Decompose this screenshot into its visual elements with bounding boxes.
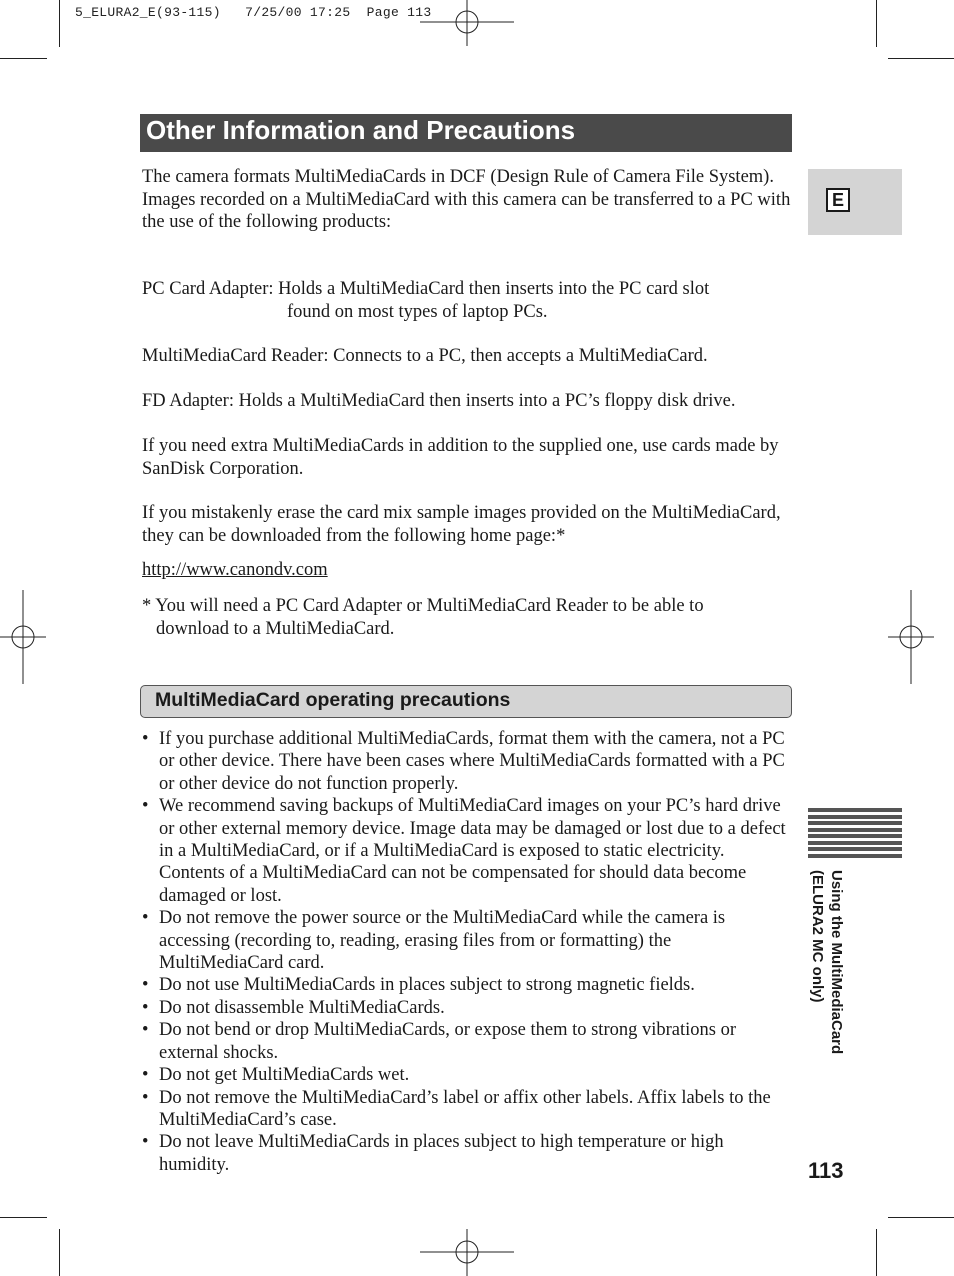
intro-section	[142, 166, 792, 234]
bullet-icon: •	[142, 1020, 149, 1041]
footnote-line: * You will need a PC Card Adapter or MultiMediaCard Reader to be able to	[142, 596, 704, 616]
page-number: 113	[808, 1158, 844, 1183]
precautions-list	[142, 728, 792, 1176]
pc-card-adapter-line2: found on most types of laptop PCs.	[287, 301, 548, 322]
list-item: • Do not get MultiMediaCards wet.	[142, 1065, 410, 1086]
fd-adapter-item: FD Adapter: Holds a MultiMediaCard then inserts into a PC’s floppy disk drive.	[142, 391, 736, 411]
bullet-icon: •	[142, 997, 149, 1018]
subsection-title: MultiMediaCard operating precautions	[140, 685, 792, 718]
list-item: • We recommend saving backups of MultiMediaCard images on your PC’s hard drive or other external memory device. Image data may be damaged or lost due to a defect in a MultiMediaCard, or if a MultiMediaCard is exposed to static electricity. Contents of a MultiMediaCard can not be compensated for should data become damaged or lost.	[142, 796, 786, 906]
list-item: • Do not bend or drop MultiMediaCards, or expose them to strong vibrations or external shocks.	[142, 1020, 737, 1063]
intro-paragraph: The camera formats MultiMediaCards in DCF (Design Rule of Camera File System).	[142, 167, 774, 187]
side-label-line: (ELURA2 MC only)	[809, 870, 826, 1003]
print-slug: 5_ELURA2_E(93-115) 7/25/00 17:25 Page 113	[75, 5, 432, 20]
card-reader-item: MultiMediaCard Reader: Connects to a PC, then accepts a MultiMediaCard.	[142, 346, 708, 366]
bullet-icon: •	[142, 1065, 149, 1086]
pc-card-adapter-label: PC Card Adapter:	[142, 279, 274, 299]
list-item: • Do not remove the MultiMediaCard’s label or affix other labels. Affix labels to the MultiMediaCard’s case.	[142, 1087, 771, 1130]
section-stripes	[808, 808, 902, 860]
pc-card-adapter-line1: Holds a MultiMediaCard then inserts into the PC card slot	[278, 279, 710, 299]
footnote	[142, 595, 792, 640]
bullet-icon: •	[142, 1132, 149, 1153]
list-item: • If you purchase additional MultiMediaCards, format them with the camera, not a PC or other device. There have been cases where MultiMediaCards formatted with a PC or other device do not function properly.	[142, 729, 785, 794]
page-title: Other Information and Precautions	[140, 114, 792, 152]
list-item: • Do not disassemble MultiMediaCards.	[142, 997, 445, 1018]
canon-homepage-link[interactable]: http://www.canondv.com	[142, 560, 328, 580]
bullet-icon: •	[142, 796, 149, 817]
side-label-line: Using the MultiMediaCard	[828, 870, 845, 1055]
language-tab	[808, 169, 902, 235]
extra-cards-paragraph: If you need extra MultiMediaCards in addition to the supplied one, use cards made by SanDisk Corporation.	[142, 436, 779, 479]
footnote-line: download to a MultiMediaCard.	[156, 618, 395, 639]
bullet-icon: •	[142, 729, 149, 749]
bullet-icon: •	[142, 908, 149, 929]
list-item: • Do not use MultiMediaCards in places subject to strong magnetic fields.	[142, 975, 695, 996]
intro-paragraph: Images recorded on a MultiMediaCard with this camera can be transferred to a PC with the use of the following products:	[142, 189, 791, 233]
erase-note-paragraph: If you mistakenly erase the card mix sample images provided on the MultiMediaCard, they can be downloaded from the following home page:*	[142, 503, 781, 546]
bullet-icon: •	[142, 1087, 149, 1108]
bullet-icon: •	[142, 975, 149, 996]
pc-card-adapter-item	[142, 278, 792, 323]
list-item: • Do not leave MultiMediaCards in places subject to high temperature or high humidity.	[142, 1132, 724, 1175]
section-side-label	[806, 870, 846, 1085]
language-tab-letter: E	[826, 188, 850, 212]
list-item: • Do not remove the power source or the MultiMediaCard while the camera is accessing (recording to, reading, erasing files from or formatting) the MultiMediaCard card.	[142, 908, 726, 974]
